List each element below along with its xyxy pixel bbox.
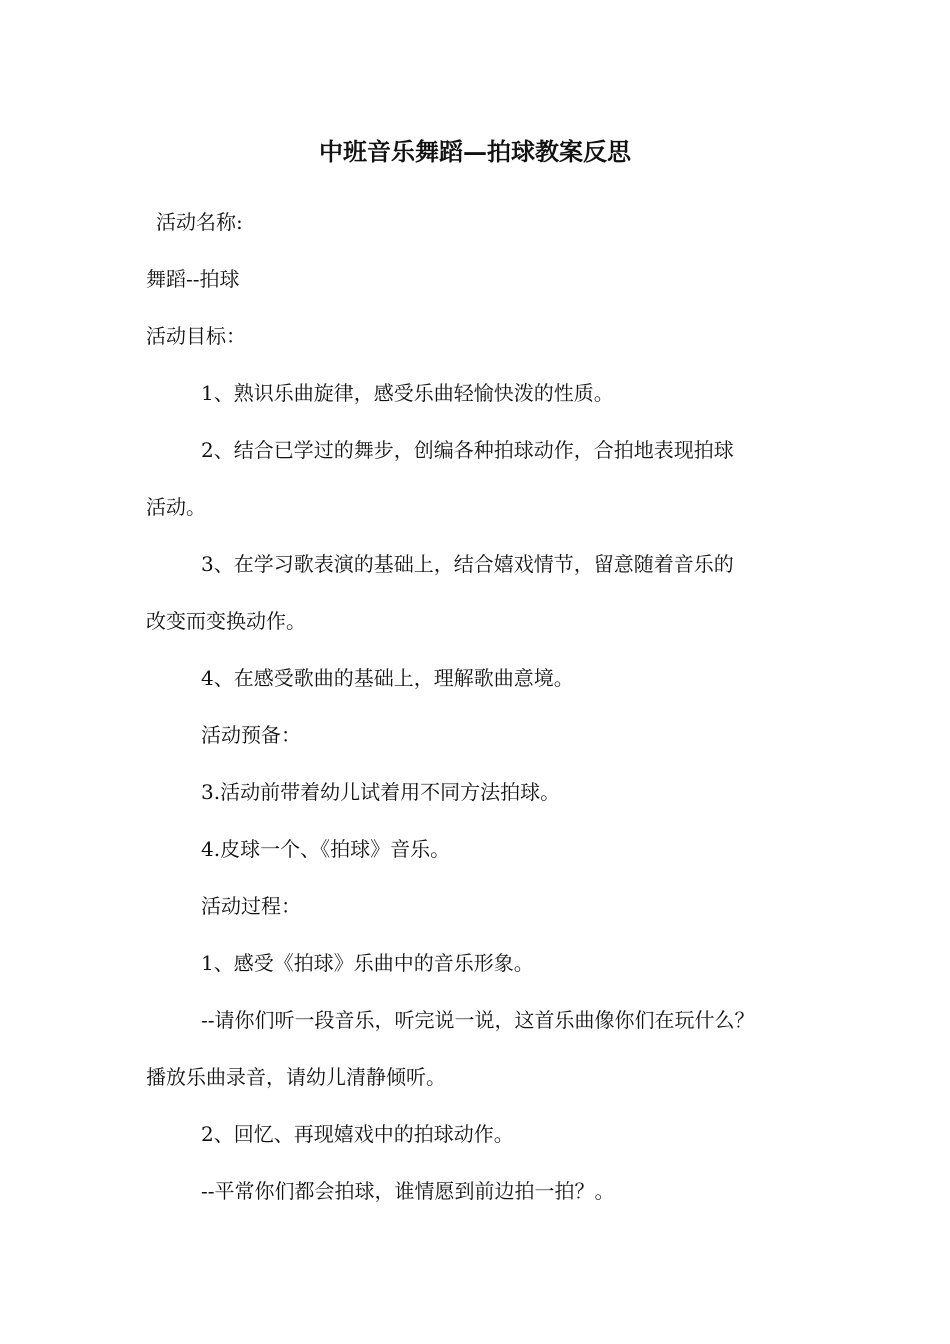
process-step-1-question: --请你们听一段音乐，听完说一说，这首乐曲像你们在玩什么？ xyxy=(201,1008,755,1032)
section-heading-activity-name: 活动名称: xyxy=(156,210,243,234)
objective-item-4: 4、在感受歌曲的基础上，理解歌曲意境。 xyxy=(201,666,574,690)
process-step-1: 1、感受《拍球》乐曲中的音乐形象。 xyxy=(201,951,534,975)
section-heading-process: 活动过程： xyxy=(201,894,301,918)
section-heading-objectives: 活动目标： xyxy=(146,324,246,348)
process-step-1-instruction: 播放乐曲录音，请幼儿清静倾听。 xyxy=(146,1065,446,1089)
objective-item-3-continued: 改变而变换动作。 xyxy=(146,609,306,633)
preparation-item-4: 4.皮球一个、《拍球》音乐。 xyxy=(201,837,451,861)
objective-item-2: 2、结合已学过的舞步，创编各种拍球动作，合拍地表现拍球 xyxy=(201,438,734,462)
paragraph-activity-name-value: 舞蹈--拍球 xyxy=(146,267,240,291)
process-step-2-question: --平常你们都会拍球，谁情愿到前边拍一拍？。 xyxy=(201,1179,615,1203)
objective-item-1: 1、熟识乐曲旋律，感受乐曲轻愉快泼的性质。 xyxy=(201,381,614,405)
objective-item-2-continued: 活动。 xyxy=(146,495,206,519)
section-heading-preparation: 活动预备： xyxy=(201,723,301,747)
process-step-2: 2、回忆、再现嬉戏中的拍球动作。 xyxy=(201,1122,514,1146)
objective-item-3: 3、在学习歌表演的基础上，结合嬉戏情节，留意随着音乐的 xyxy=(201,552,734,576)
document-title: 中班音乐舞蹈—拍球教案反思 xyxy=(319,137,631,166)
preparation-item-3: 3.活动前带着幼儿试着用不同方法拍球。 xyxy=(201,780,561,804)
